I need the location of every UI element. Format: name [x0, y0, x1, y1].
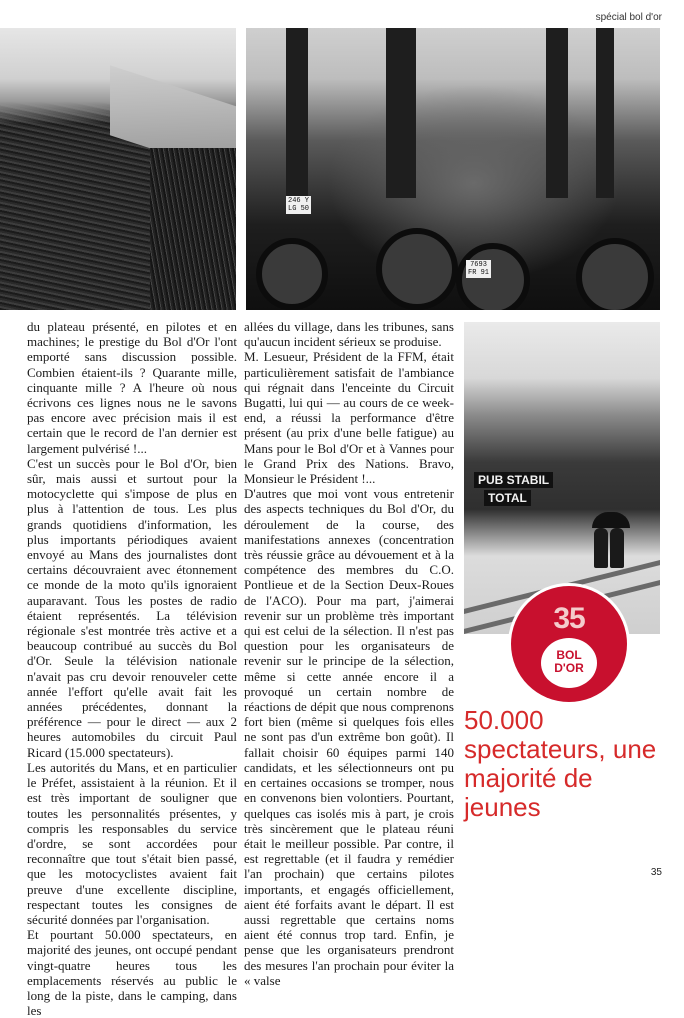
- license-plate: [286, 196, 311, 214]
- tree-trunk: [286, 28, 308, 198]
- article-headline: 50.000 spectateurs, une majorité de jeunes: [464, 705, 657, 822]
- paragraph: C'est un succès pour le Bol d'Or, bien sûr, mais aussi et surtout pour la motocyclette qui s'impose de plus en plus à l'attention de tous. Les plus grands quotidiens d'information, les plus importants périodiques avaient envoyé au Mans des journalistes dont certains découvraient avec étonnement ce monde de la moto qu'ils ignoraient auparavant. Tous les postes de radio étaient représentés. La télévision régionale s'est montrée très active et a beaucoup contribué au succès du Bol d'Or. Seule la télévision nationale n'avait pas cru devoir renouveler cette année l'effort qu'elle avait fait les années précédentes, donnant la préférence — pour le direct — aux 2 heures automobiles du circuit Paul Ricard (15.000 spectateurs).: [27, 455, 237, 760]
- license-plate: [466, 260, 491, 278]
- motorcycle-wheel: [376, 228, 458, 310]
- plate-line: 7693: [470, 261, 487, 269]
- spectator-crowd: [150, 148, 236, 310]
- paragraph: Les autorités du Mans, et en particulier le Préfet, assistaient à la réunion. Et il est très important de souligner que toutes les personnalités présentes, y compris les responsables du service d'ordre, se sont accordées pour reconnaître que tout s'était bien passé, que les motocyclistes avaient fait preuve d'une excellente discipline, respectant toutes les consignes de sécurité données par l'organisation.: [27, 759, 237, 927]
- badge-line: BOL: [556, 648, 582, 662]
- paragraph: allées du village, dans les tribunes, sans qu'aucun incident sérieux se produise.: [244, 319, 454, 350]
- crowd-photo: [0, 28, 236, 310]
- badge-number: 35: [553, 602, 585, 635]
- spectator-figure: [594, 528, 608, 568]
- plate-line: LG 50: [288, 205, 310, 213]
- paragraph: Et pourtant 50.000 spectateurs, en majorité des jeunes, ont occupé pendant vingt-quatre heures tous les emplacements réservés au public le long de la piste, dans le camping, dans les: [27, 927, 237, 1018]
- article-column-1: [27, 319, 237, 1018]
- paragraph: M. Lesueur, Président de la FFM, était particulièrement satisfait de l'ambiance qui régnait dans l'enceinte du Circuit Bugatti, lui qui — au cours de ce week-end, a réussi la performance d'être présent (au prix d'une belle fatigue) au Mans pour le Bol d'Or et à Vannes pour le Grand Prix des Nations. Bravo, Monsieur le Président !...: [244, 349, 454, 487]
- sponsor-banner: TOTAL: [484, 490, 531, 506]
- paragraph: D'autres que moi vont vous entretenir des aspects techniques du Bol d'Or, du déroulement de la course, des manifestations annexes (concentration très réussie grâce au dévouement et à la compétence des membres du C.O. Pontlieue et de la Section Deux-Roues de l'ACO). Pour ma part, j'aimerai revenir sur un problème très important qui est celui de la sélection. Il n'est pas question pour les organisateurs de revenir sur le principe de la sélection, même si cette année encore il a provoqué un certain nombre de réactions de dépit que nous comprenons fort bien (même si quelques fois elles ne sont pas d'un extrême bon goût). Il fallait choisir 60 équipes parmi 140 candidats, et les sélectionneurs ont pu en certaines occasions se tromper, nous en convenons bien volontiers. Pourtant, quelques cas isolés mis à part, je crois très sincèrement que le plateau réuni était le meilleur possible. Par contre, il est regrettable (et il faudra y remédier l'an prochain) que certains pilotes importants, et engagés officiellement, aient été forfaits avant le départ. Il est aussi regrettable que certains noms aient été connus trop tard. Enfin, je pense que les organisateurs prendront des mesures l'an prochain pour éviter la « valse: [244, 486, 454, 988]
- motorcycle-parking-photo: [246, 28, 660, 310]
- article-column-2: [244, 319, 454, 988]
- page-number: 35: [650, 867, 662, 878]
- spectator-figure: [610, 528, 624, 568]
- umbrella: [592, 512, 630, 528]
- section-label: spécial bol d'or: [595, 12, 662, 23]
- motorcycle-wheel: [256, 238, 328, 310]
- tree-trunk: [546, 28, 568, 198]
- plate-line: FR 91: [468, 269, 490, 277]
- tree-trunk: [596, 28, 614, 198]
- badge-line: D'OR: [554, 661, 584, 675]
- plate-line: 246 Y: [288, 197, 310, 205]
- bol-dor-badge: [511, 586, 627, 702]
- badge-logo: [541, 638, 597, 688]
- sponsor-banner: PUB STABIL: [474, 472, 553, 488]
- motorcycle-wheel: [576, 238, 654, 310]
- tree-trunk: [386, 28, 416, 198]
- paragraph: du plateau présenté, en pilotes et en machines; le prestige du Bol d'Or l'ont emporté sans discussion possible. Combien étaient-ils ? Quarante mille, cinquante mille ? A l'heure où nous écrivons ces lignes nous ne le savons pas encore avec précision mais il est certain que le record de l'an dernier est largement pulvérisé !...: [27, 319, 237, 456]
